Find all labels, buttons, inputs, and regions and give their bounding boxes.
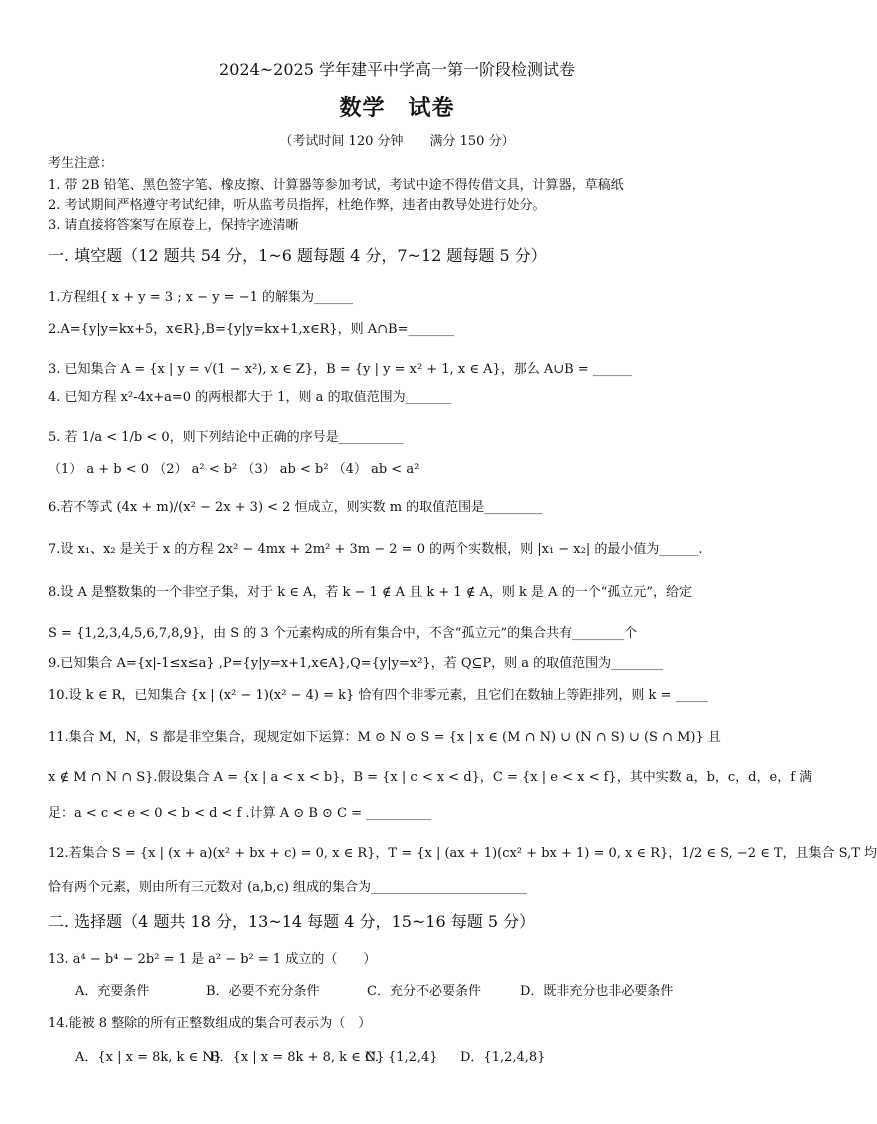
question-13-option-a: A．充要条件 [75, 984, 150, 999]
exam-info: （考试时间 120 分钟 满分 150 分） [279, 134, 515, 149]
notice-item: 1. 带 2B 铅笔、黑色签字笔、橡皮擦、计算器等参加考试，考试中途不得传借文具，计算器，草稿纸 [48, 178, 624, 193]
question-12-line-2: 恰有两个元素，则由所有三元数对 (a,b,c) 组成的集合为________________________ [48, 880, 528, 895]
notice-heading: 考生注意： [48, 156, 114, 171]
section-choice-heading: 二. 选择题（4 题共 18 分，13~14 每题 4 分，15~16 每题 5 分） [48, 912, 536, 931]
question-14-option-c: C．{1,2,4} [365, 1050, 438, 1065]
question-7: 7.设 x₁、x₂ 是关于 x 的方程 2x² − 4mx + 2m² + 3m − 2 = 0 的两个实数根，则 |x₁ − x₂| 的最小值为______. [48, 542, 703, 557]
notice-item: 3. 请直接将答案写在原卷上，保持字迹清晰 [48, 218, 299, 233]
question-5: 5. 若 1/a < 1/b < 0，则下列结论中正确的序号是__________ [48, 430, 404, 445]
question-14: 14.能被 8 整除的所有正整数组成的集合可表示为（ ） [48, 1016, 372, 1031]
section-fill-blank-heading: 一. 填空题（12 题共 54 分，1~6 题每题 4 分，7~12 题每题 5 分） [48, 246, 547, 265]
question-12-line-1: 12.若集合 S = {x | (x + a)(x² + bx + c) = 0, x ∈ R}，T = {x | (ax + 1)(cx² + bx + 1) = 0, x ∈ R}，1/2 ∈ S, −2 ∈ T，且集合 S,T 均 [48, 846, 877, 861]
question-14-option-d: D．{1,2,4,8} [460, 1050, 546, 1065]
question-1: 1.方程组{ x + y = 3 ; x − y = −1 的解集为______ [48, 290, 353, 305]
question-5-options: （1） a + b < 0 （2） a² < b² （3） ab < b² （4） ab < a² [48, 462, 420, 477]
question-4: 4. 已知方程 x²-4x+a=0 的两根都大于 1，则 a 的取值范围为_______ [48, 390, 452, 405]
question-6: 6.若不等式 (4x + m)/(x² − 2x + 3) < 2 恒成立，则实数 m 的取值范围是_________ [48, 500, 543, 515]
question-2: 2.A={y|y=kx+5，x∈R},B={y|y=kx+1,x∈R}，则 A∩B=_______ [48, 322, 454, 337]
subject-title: 数学 试卷 [339, 95, 455, 121]
question-11-line-3: 足：a < c < e < 0 < b < d < f .计算 A ⊙ B ⊙ C = __________ [48, 806, 432, 821]
question-13-option-b: B．必要不充分条件 [206, 984, 320, 999]
question-10: 10.设 k ∈ R，已知集合 {x | (x² − 1)(x² − 4) = k} 恰有四个非零元素，且它们在数轴上等距排列，则 k = _____ [48, 688, 709, 703]
question-3: 3. 已知集合 A = {x | y = √(1 − x²), x ∈ Z}，B = {y | y = x² + 1, x ∈ A}，那么 A∪B = ______ [48, 362, 632, 377]
question-8-line-2: S = {1,2,3,4,5,6,7,8,9}，由 S 的 3 个元素构成的所有集合中，不含“孤立元”的集合共有________个 [48, 626, 638, 641]
question-13-option-c: C．充分不必要条件 [367, 984, 481, 999]
question-14-option-b: B．{x | x = 8k + 8, k ∈ N} [210, 1050, 385, 1065]
notice-item: 2. 考试期间严格遵守考试纪律，听从监考员指挥，杜绝作弊，违者由教导处进行处分。 [48, 198, 546, 213]
question-8-line-1: 8.设 A 是整数集的一个非空子集，对于 k ∈ A，若 k − 1 ∉ A 且 k + 1 ∉ A，则 k 是 A 的一个“孤立元”，给定 [48, 585, 692, 600]
question-9: 9.已知集合 A={x|-1≤x≤a} ,P={y|y=x+1,x∈A},Q={y|y=x²}，若 Q⊆P，则 a 的取值范围为________ [48, 656, 664, 671]
question-13-option-d: D．既非充分也非必要条件 [520, 984, 674, 999]
question-11-line-2: x ∉ M ∩ N ∩ S}.假设集合 A = {x | a < x < b}，B = {x | c < x < d}，C = {x | e < x < f}，其中实数 a，b，c，d，e，f 满 [48, 770, 813, 785]
question-14-option-a: A．{x | x = 8k, k ∈ N} [75, 1050, 222, 1065]
question-11-line-1: 11.集合 M，N，S 都是非空集合，现规定如下运算：M ⊙ N ⊙ S = {x | x ∈ (M ∩ N) ∪ (N ∩ S) ∪ (S ∩ M)} 且 [48, 730, 721, 745]
exam-title: 2024~2025 学年建平中学高一第一阶段检测试卷 [219, 60, 575, 79]
question-13: 13. a⁴ − b⁴ − 2b² = 1 是 a² − b² = 1 成立的（ ） [48, 952, 377, 967]
